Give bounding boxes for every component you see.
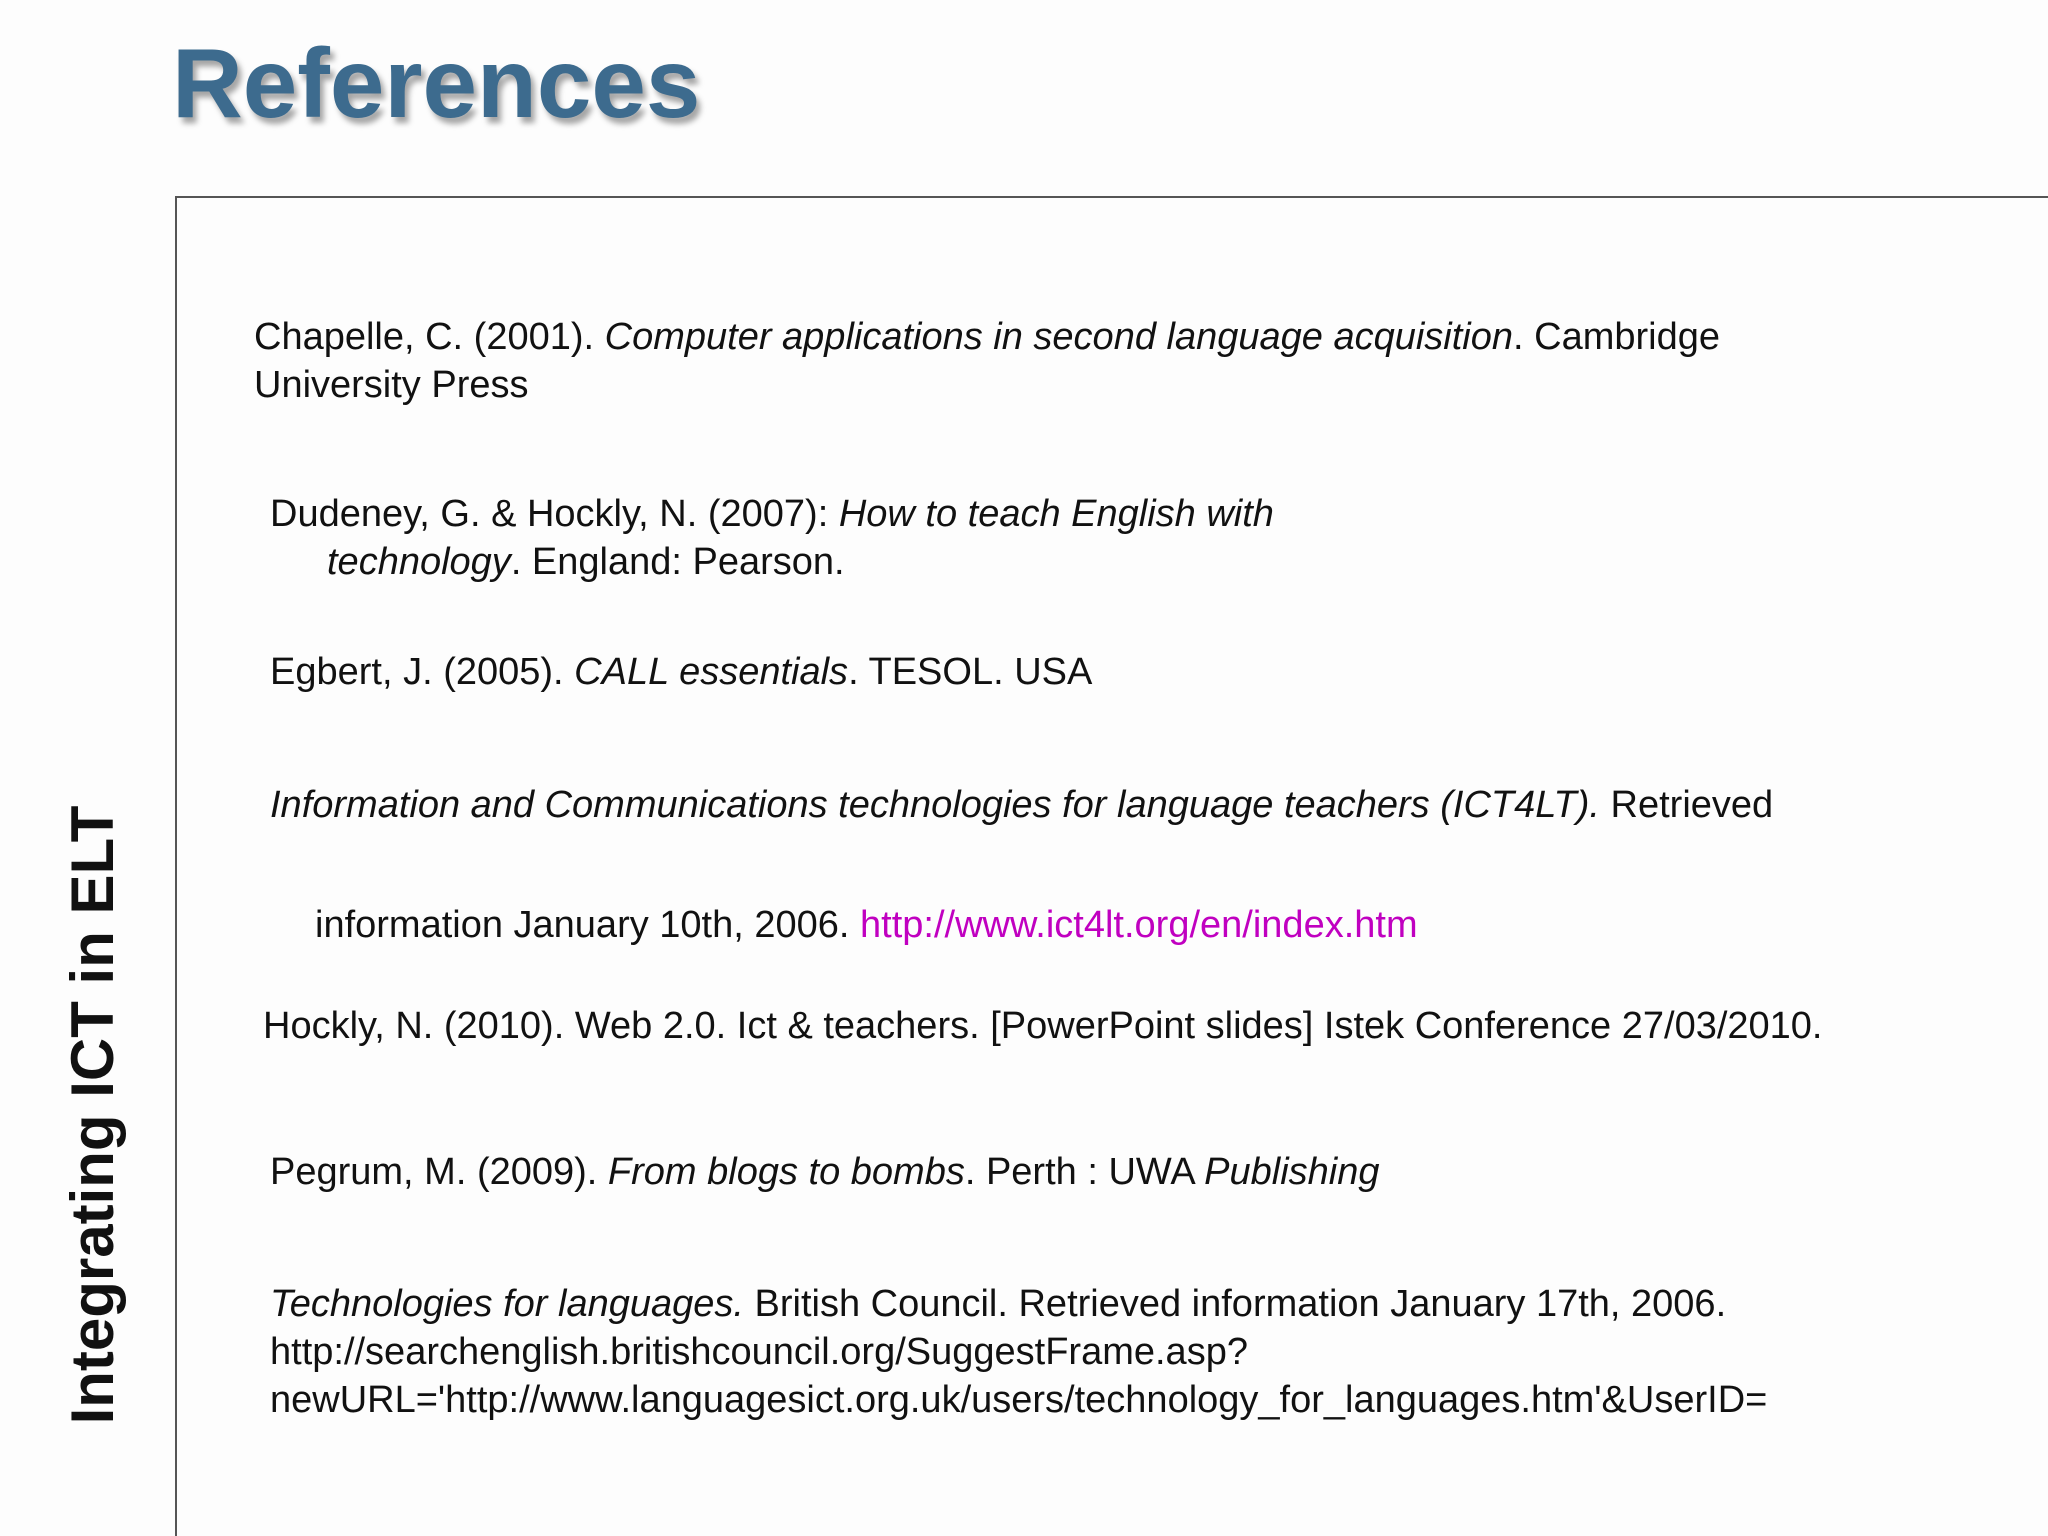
reference-url-link[interactable]: http://www.ict4lt.org/en/index.htm [860, 904, 1418, 946]
reference-hockly: Hockly, N. (2010). Web 2.0. Ict & teachers. [PowerPoint slides] Istek Conference 27/03/2010. [263, 1005, 1823, 1047]
reference-publisher: . England: Pearson. [510, 541, 845, 583]
side-label: Integrating ICT in ELT [59, 805, 126, 1425]
reference-title: Information and Communications technologies for language teachers (ICT4LT). [270, 784, 1600, 826]
reference-authors: Egbert, J. (2005). [270, 651, 575, 693]
reference-title: Computer applications in second language acquisition [604, 316, 1514, 358]
frame-left-line [175, 196, 177, 1536]
reference-title: Technologies for languages. [270, 1283, 744, 1325]
reference-title: CALL essentials [574, 651, 849, 693]
reference-dudeney-line1 [270, 490, 1274, 538]
reference-title: How to teach English with [838, 493, 1274, 535]
reference-authors: Pegrum, M. (2009). [270, 1151, 608, 1193]
reference-authors: Dudeney, G. & Hockly, N. (2007): [270, 493, 839, 535]
reference-chapelle-line2: University Press [254, 364, 529, 406]
reference-dudeney-line2 [327, 538, 845, 586]
reference-technologies-line1 [270, 1280, 1726, 1328]
reference-egbert [270, 648, 1092, 696]
reference-authors: Chapelle, C. (2001). [254, 316, 605, 358]
reference-title: From blogs to bombs [607, 1151, 965, 1193]
reference-technologies-url-line1: http://searchenglish.britishcouncil.org/SuggestFrame.asp? [270, 1331, 1248, 1373]
reference-pegrum [270, 1148, 1380, 1196]
frame-top-line [175, 196, 2048, 198]
reference-place: . Perth : UWA [964, 1151, 1205, 1193]
slide-title: References [172, 28, 701, 138]
reference-publisher: . Cambridge [1513, 316, 1720, 358]
reference-retrieved: British Council. Retrieved information January 17th, 2006. [743, 1283, 1727, 1325]
reference-retrieved-date: information January 10th, 2006. [315, 904, 861, 946]
reference-retrieved: Retrieved [1599, 784, 1774, 826]
reference-ict4lt-line2 [315, 901, 1418, 949]
reference-publisher: . TESOL. USA [848, 651, 1093, 693]
reference-chapelle-line1 [254, 313, 1720, 361]
reference-title-cont: technology [327, 541, 511, 583]
reference-technologies-url-line2: newURL='http://www.languagesict.org.uk/users/technology_for_languages.htm'&UserID= [270, 1379, 1768, 1421]
reference-ict4lt-line1 [270, 781, 1773, 829]
reference-publisher: Publishing [1204, 1151, 1380, 1193]
